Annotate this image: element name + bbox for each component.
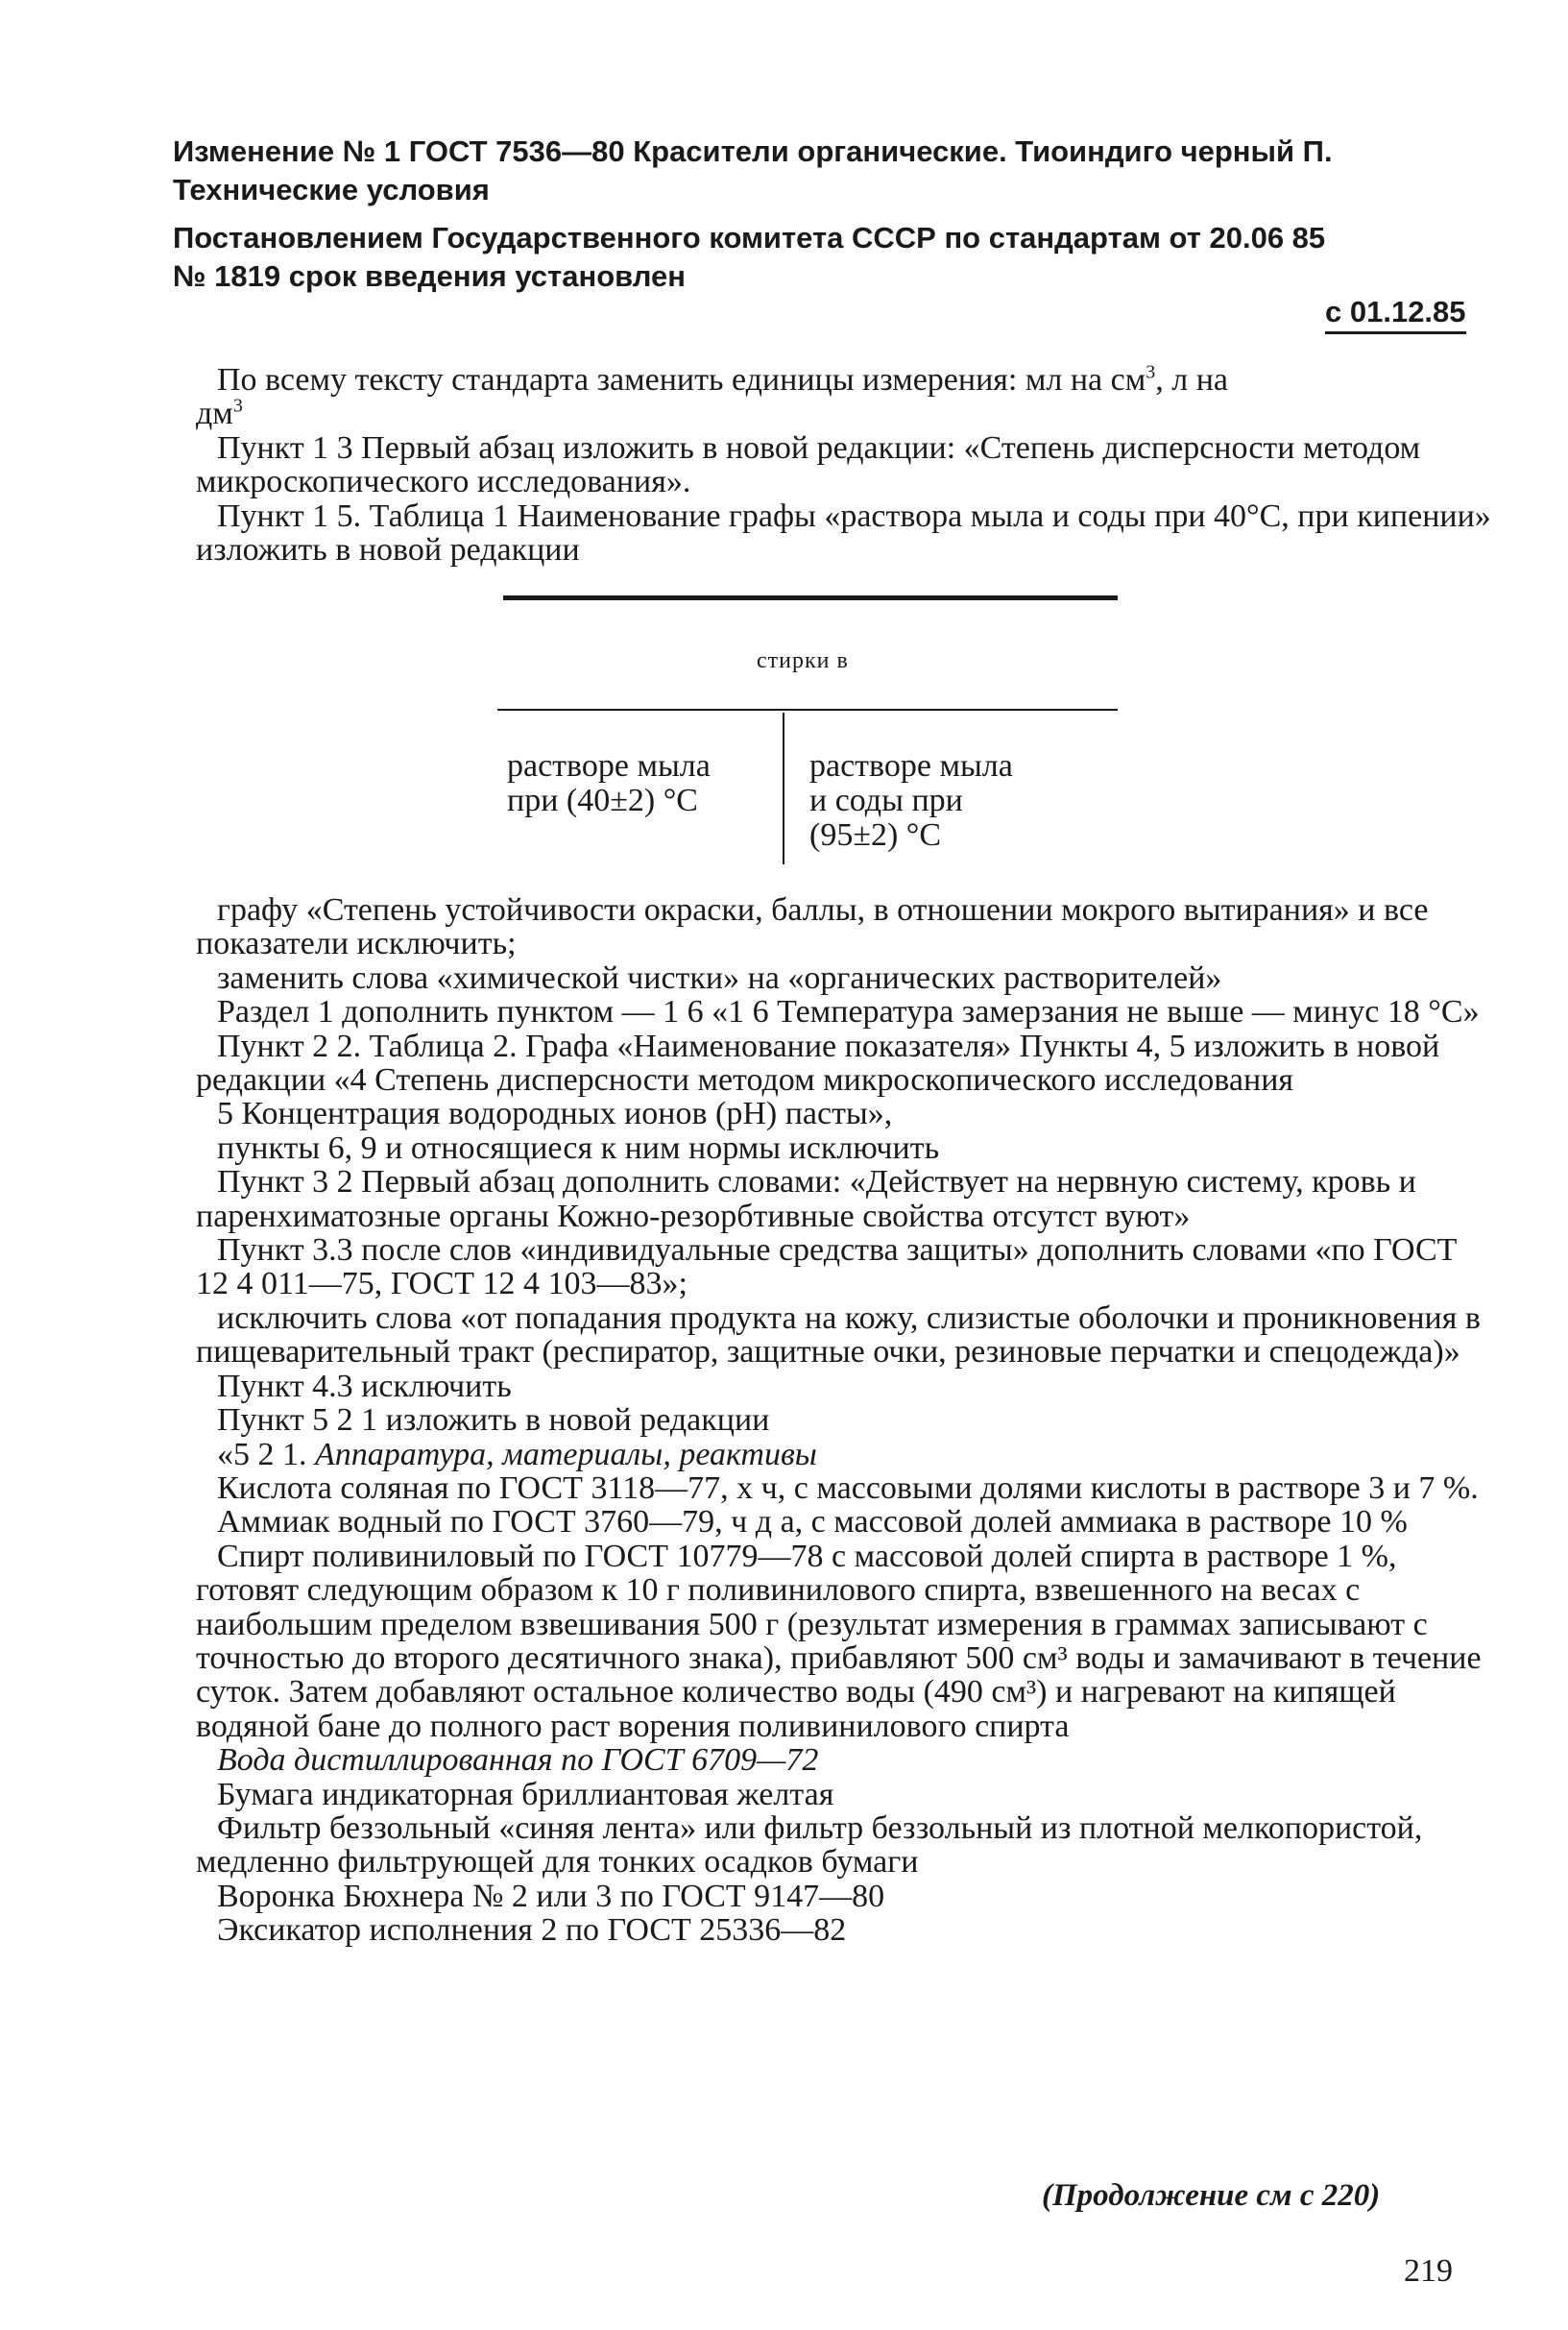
paragraph: 5 Концентрация водородных ионов (рН) пасты», xyxy=(217,1096,893,1132)
reagent-item: Аммиак водный по ГОСТ 3760—79, ч д а, с массовой долей аммиака в растворе 10 % xyxy=(217,1504,1408,1541)
reagent-item: Фильтр беззольный «синяя лента» или фильтр беззольный из плотной мелкопористой, медленно фильтрующей для тонких осадков бумаги xyxy=(196,1809,1423,1881)
decree-block xyxy=(173,219,1494,296)
col2-line-2: и соды при xyxy=(809,783,963,818)
title-line-1: Изменение № 1 ГОСТ 7536—80 Красители органические. Тиоиндиго черный П. xyxy=(173,134,1333,168)
paragraph: Раздел 1 дополнить пунктом — 1 6 «1 6 Температура замерзания не выше — минус 18 °С» xyxy=(217,994,1480,1031)
paragraph: графу «Степень устойчивости окраски, баллы, в отношении мокрого вытирания» и все показатели исключить; xyxy=(196,892,1429,962)
effective-date: с 01.12.85 xyxy=(1325,295,1466,334)
intro-paragraph-units xyxy=(196,363,1494,397)
units-text-c: дм xyxy=(196,396,233,432)
table-header-wash: стирки в xyxy=(757,648,849,673)
section-title: Аппаратура, материалы, реактивы xyxy=(315,1436,817,1472)
units-text-b: , л на xyxy=(1155,362,1229,398)
decree-line-1: Постановлением Государственного комитета СССР по стандартам от 20.06 85 xyxy=(173,221,1326,255)
intro-text xyxy=(196,363,1494,567)
units-sup-2: 3 xyxy=(232,396,243,418)
paragraph: пункты 6, 9 и относящиеся к ним нормы исключить xyxy=(217,1129,940,1166)
decree-line-2: № 1819 срок введения установлен xyxy=(173,259,687,293)
title-line-2: Технические условия xyxy=(173,173,490,206)
paragraph: Пункт 4.3 исключить xyxy=(217,1368,512,1404)
continuation-note: (Продолжение см с 220) xyxy=(1042,2178,1381,2213)
paragraph: исключить слова «от попадания продукта на кожу, слизистые оболочки и проникновения в пищеварительный тракт (респиратор, защитные очки, резиновые перчатки и спецодежда)» xyxy=(196,1299,1481,1371)
table-header-rule xyxy=(497,709,1118,711)
reagent-item: Вода дистиллированная по ГОСТ 6709—72 xyxy=(217,1742,819,1779)
reagent-item: Воронка Бюхнера № 2 или 3 по ГОСТ 9147—80 xyxy=(217,1878,885,1914)
paragraph: Пункт 3 2 Первый абзац дополнить словами: «Действует на нервную систему, кровь и паренхиматозные органы Кожно-резорбтивные свойства отсутст вуют» xyxy=(196,1164,1416,1234)
section-heading xyxy=(196,1438,1494,1471)
page-number: 219 xyxy=(1404,2253,1453,2289)
col2-line-3: (95±2) °С xyxy=(809,817,942,853)
paragraph: Пункт 2 2. Таблица 2. Графа «Наименование показателя» Пункты 4, 5 изложить в новой редакции «4 Степень дисперсности методом микроскопического исследования xyxy=(196,1028,1440,1099)
section-number: «5 2 1. xyxy=(217,1436,315,1472)
table-column-divider xyxy=(783,713,784,864)
intro-paragraph-1-5: Пункт 1 5. Таблица 1 Наименование графы «раствора мыла и соды при 40°С, при кипении» изложить в новой редакции xyxy=(196,498,1491,569)
col1-line-2: при (40±2) °С xyxy=(507,783,698,818)
table-col2 xyxy=(809,749,1013,853)
col2-line-1: растворе мыла xyxy=(809,748,1013,784)
amendment-text xyxy=(196,893,1494,1948)
reagent-item: Спирт поливиниловый по ГОСТ 10779—78 с массовой долей спирта в растворе 1 %, готовят следующим образом к 10 г поливинилового спирта, взвешенного на весах с наибольшим пределом взвешивания 500 г (результат измерения в граммах записывают с точностью до второго десятичного знака), прибавляют 500 см³ воды и замачивают в течение суток. Затем добавляют остальное количество воды (490 см³) и нагревают на кипящей водяной бане до полного раст ворения поливинилового спирта xyxy=(196,1538,1482,1744)
reagent-item: Эксикатор исполнения 2 по ГОСТ 25336—82 xyxy=(217,1912,847,1949)
units-text-a: По всему тексту стандарта заменить единицы измерения: мл на см xyxy=(217,362,1146,398)
table-col1 xyxy=(507,749,711,818)
reagent-item: Кислота соляная по ГОСТ 3118—77, х ч, с массовыми долями кислоты в растворе 3 и 7 %. xyxy=(217,1469,1479,1506)
paragraph: Пункт 3.3 после слов «индивидуальные средства защиты» дополнить словами «по ГОСТ 12 4 011—75, ГОСТ 12 4 103—83»; xyxy=(196,1232,1458,1302)
paragraph: Пункт 5 2 1 изложить в новой редакции xyxy=(217,1402,770,1439)
paragraph: заменить слова «химической чистки» на «органических растворителей» xyxy=(217,959,1222,996)
intro-paragraph-1-3: Пункт 1 3 Первый абзац изложить в новой редакции: «Степень дисперсности методом микроскопического исследования». xyxy=(196,429,1421,500)
units-sup-1: 3 xyxy=(1146,361,1156,383)
table-top-rule xyxy=(503,595,1118,600)
document-title xyxy=(173,133,1498,209)
intro-paragraph-units-cont xyxy=(196,397,1494,430)
col1-line-1: растворе мыла xyxy=(507,748,711,784)
reagent-item: Бумага индикаторная бриллиантовая желтая xyxy=(217,1776,834,1812)
